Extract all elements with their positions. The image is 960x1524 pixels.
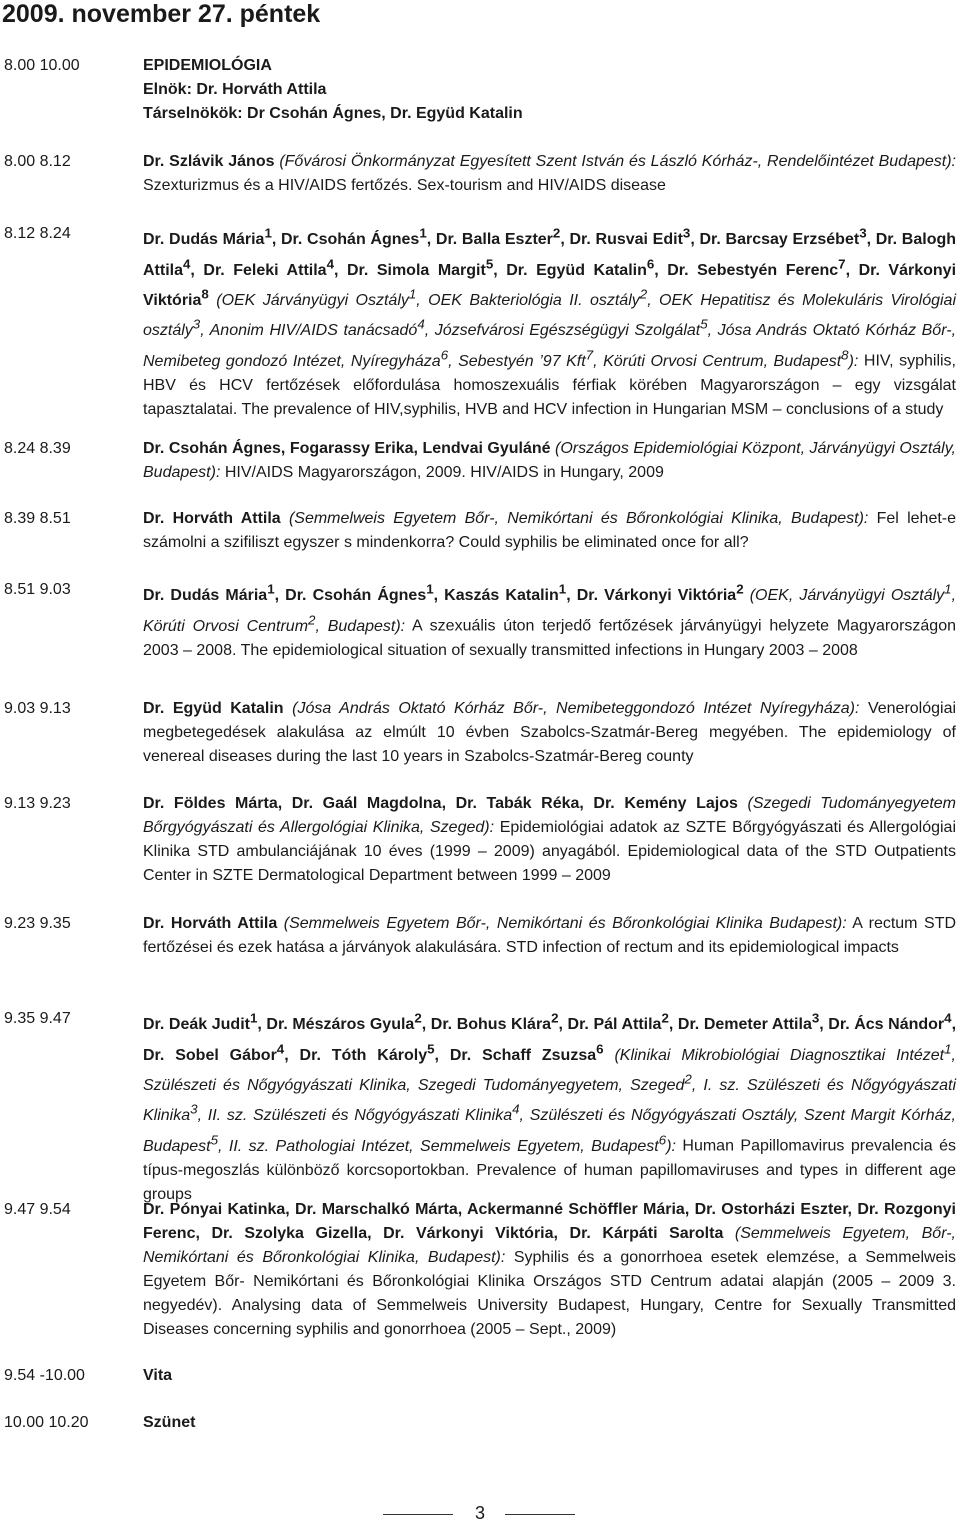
talk-entry — [4, 222, 956, 422]
talk-text: Dr. Szlávik János (Fővárosi Önkormányzat Egyesített Szent István és László Kórház-, Rendelőintézet Budapest): Szexturizmus és a HIV/AIDS fertőzés. Sex-tourism and HIV/AIDS disease — [143, 153, 956, 194]
talk-text: Dr. Horváth Attila (Semmelweis Egyetem Bőr-, Nemikórtani és Bőronkológiai Klinika Budapest): A rectum STD fertőzései és ezek hatása a járványok alakulására. STD infection of rectum and its epidemiological impacts — [143, 915, 957, 956]
time-slot: 9.03 9.13 — [4, 700, 71, 717]
talk-text: Dr. Pónyai Katinka, Dr. Marschalkó Márta, Ackermanné Schöffler Mária, Dr. Ostorházi Eszter, Dr. Rozgonyi Ferenc, Dr. Szolyka Gizella, Dr. Várkonyi Viktória, Dr. Kárpáti Sarolta (Semmelweis Egyetem, Bőr-, Nemikórtani és Bőronkológiai Klinika, Budapest): Syphilis és a gonorrhoea esetek elemzése, a Semmelweis Egyetem Bőr- Nemikórtani és Bőronkológiai Klinika Országos STD Centrum adatai alapján (2005 – 2009 3. negyedév). Analysing data of Semmelweis University Budapest, Hungary, Centre for Sexually Transmitted Diseases concerning syphilis and gonorrhoea (2005 – Sept., 2009) — [143, 1201, 957, 1338]
time-slot: 9.47 9.54 — [4, 1201, 71, 1218]
talk-text: Vita — [143, 1367, 173, 1384]
footer-rule-right — [505, 1514, 575, 1515]
talk-text: Dr. Deák Judit$^1$, Dr. Mészáros Gyula$^2$, Dr. Bohus Klára$^2$, Dr. Pál Attila$^2$, Dr. Demeter Attila$^3$, Dr. Ács Nándor$^4$, Dr. Sobel Gábor$^4$, Dr. Tóth Károly$^5$, Dr. Schaff Zsuzsa$^6$ (Klinikai Mikrobiológiai Diagnosztikai Intézet$^1$, Szülészeti és Nőgyógyászati Klinika, Szegedi Tudományegyetem, Szeged$^2$, I. sz. Szülészeti és Nőgyógyászati Klinika$^3$, II. sz. Szülészeti és Nőgyógyászati Klinika$^4$, Szülészeti és Nőgyógyászati Osztály, Szent Margit Kórház, Budapest$^5$, II. sz. Pathologiai Intézet, Semmelweis Egyetem, Budapest$^6$): Human Papillomavirus prevalencia és típus-megoszlás különböző korcsoportokban. Prevalence of human papillomaviruses and types in different age groups — [143, 1011, 957, 1203]
time-slot: 9.35 9.47 — [4, 1010, 71, 1027]
talk-text: Dr. Csohán Ágnes, Fogarassy Erika, Lendvai Gyuláné (Országos Epidemiológiai Központ, Járványügyi Osztály, Budapest): HIV/AIDS Magyarországon, 2009. HIV/AIDS in Hungary, 2009 — [143, 440, 956, 481]
talk-entry — [4, 507, 956, 555]
talk-text: Dr. Földes Márta, Dr. Gaál Magdolna, Dr. Tabák Réka, Dr. Kemény Lajos (Szegedi Tudományegyetem Bőrgyógyászati és Allergológiai Klinika, Szeged): Epidemiológiai adatok az SZTE Bőrgyógyászati és Allergológiai Klinika STD ambulanciájának 10 éves (1999 – 2009) anyagából. Epidemiological data of the STD Outpatients Center in SZTE Dermatological Department between 1999 – 2009 — [143, 795, 956, 884]
session-chair: Elnök: Dr. Horváth Attila — [143, 81, 327, 98]
talk-entry — [4, 1007, 956, 1207]
talk-entry — [4, 697, 956, 769]
session-title: EPIDEMIOLÓGIA — [143, 57, 272, 74]
page-number: 3 — [474, 1503, 485, 1523]
talk-entry — [4, 1364, 956, 1388]
time-slot: 8.39 8.51 — [4, 510, 71, 527]
talk-text: Dr. Horváth Attila (Semmelweis Egyetem Bőr-, Nemikórtani és Bőronkológiai Klinika, Budapest): Fel lehet-e számolni a szifiliszt egyszer s mindenkorra? Could syphilis be eliminated once for all? — [143, 510, 957, 551]
session-block — [4, 54, 956, 126]
talk-text: Szünet — [143, 1414, 196, 1431]
talk-entry — [4, 1198, 956, 1342]
session-cochairs: Társelnökök: Dr Csohán Ágnes, Dr. Együd Katalin — [143, 105, 523, 122]
talk-entry — [4, 792, 956, 888]
time-slot: 8.00 8.12 — [4, 153, 71, 170]
talk-entry — [4, 1411, 956, 1435]
talk-text: Dr. Dudás Mária$^1$, Dr. Csohán Ágnes$^1$, Kaszás Katalin$^1$, Dr. Várkonyi Viktória$^2$ (OEK, Járványügyi Osztály$^1$, Körúti Orvosi Centrum$^2$, Budapest): A szexuális úton terjedő fertőzések járványügyi helyzete Magyarországon 2003 – 2008. The epidemiological situation of sexually transmitted infections in Hungary 2003 – 2008 — [143, 582, 957, 659]
time-slot: 9.23 9.35 — [4, 915, 71, 932]
time-slot: 8.12 8.24 — [4, 225, 71, 242]
page-title: 2009. november 27. péntek — [2, 0, 321, 28]
time-slot: 8.51 9.03 — [4, 581, 71, 598]
time-slot: 9.13 9.23 — [4, 795, 71, 812]
talk-entry — [4, 150, 956, 198]
talk-entry — [4, 437, 956, 485]
talk-entry — [4, 912, 956, 960]
time-slot: 8.24 8.39 — [4, 440, 71, 457]
talk-entry — [4, 578, 956, 663]
talk-text: Dr. Dudás Mária$^1$, Dr. Csohán Ágnes$^1$, Dr. Balla Eszter$^2$, Dr. Rusvai Edit$^3$, Dr. Barcsay Erzsébet$^3$, Dr. Balogh Attila$^4$, Dr. Feleki Attila$^4$, Dr. Simola Margit$^5$, Dr. Együd Katalin$^6$, Dr. Sebestyén Ferenc$^7$, Dr. Várkonyi Viktória$^8$ (OEK Járványügyi Osztály$^1$, OEK Bakteriológia II. osztály$^2$, OEK Hepatitisz és Molekuláris Virológiai osztály$^3$, Anonim HIV/AIDS tanácsadó$^4$, Józsefvárosi Egészségügyi Szolgálat$^5$, Jósa András Oktató Kórház Bőr-, Nemibeteg gondozó Intézet, Nyíregyháza$^6$, Sebestyén ’97 Kft$^7$, Körúti Orvosi Centrum, Budapest$^8$): HIV, syphilis, HBV és HCV fertőzések előfordulása homoszexuális férfiak körében Magyarországon – egy vizsgálat tapasztalatai. The prevalence of HIV,syphilis, HVB and HCV infection in Hungarian MSM – conclusions of a study — [143, 226, 957, 418]
time-slot: 9.54 -10.00 — [4, 1367, 85, 1384]
time-slot: 8.00 10.00 — [4, 57, 80, 74]
time-slot: 10.00 10.20 — [4, 1414, 89, 1431]
talk-text: Dr. Együd Katalin (Jósa András Oktató Kórház Bőr-, Nemibeteggondozó Intézet Nyíregyháza): Venerológiai megbetegedések alakulása az elmúlt 10 évben Szabolcs-Szatmár-Bereg megyében. The epidemiology of venereal diseases during the last 10 years in Szabolcs-Szatmár-Bereg county — [143, 700, 957, 765]
